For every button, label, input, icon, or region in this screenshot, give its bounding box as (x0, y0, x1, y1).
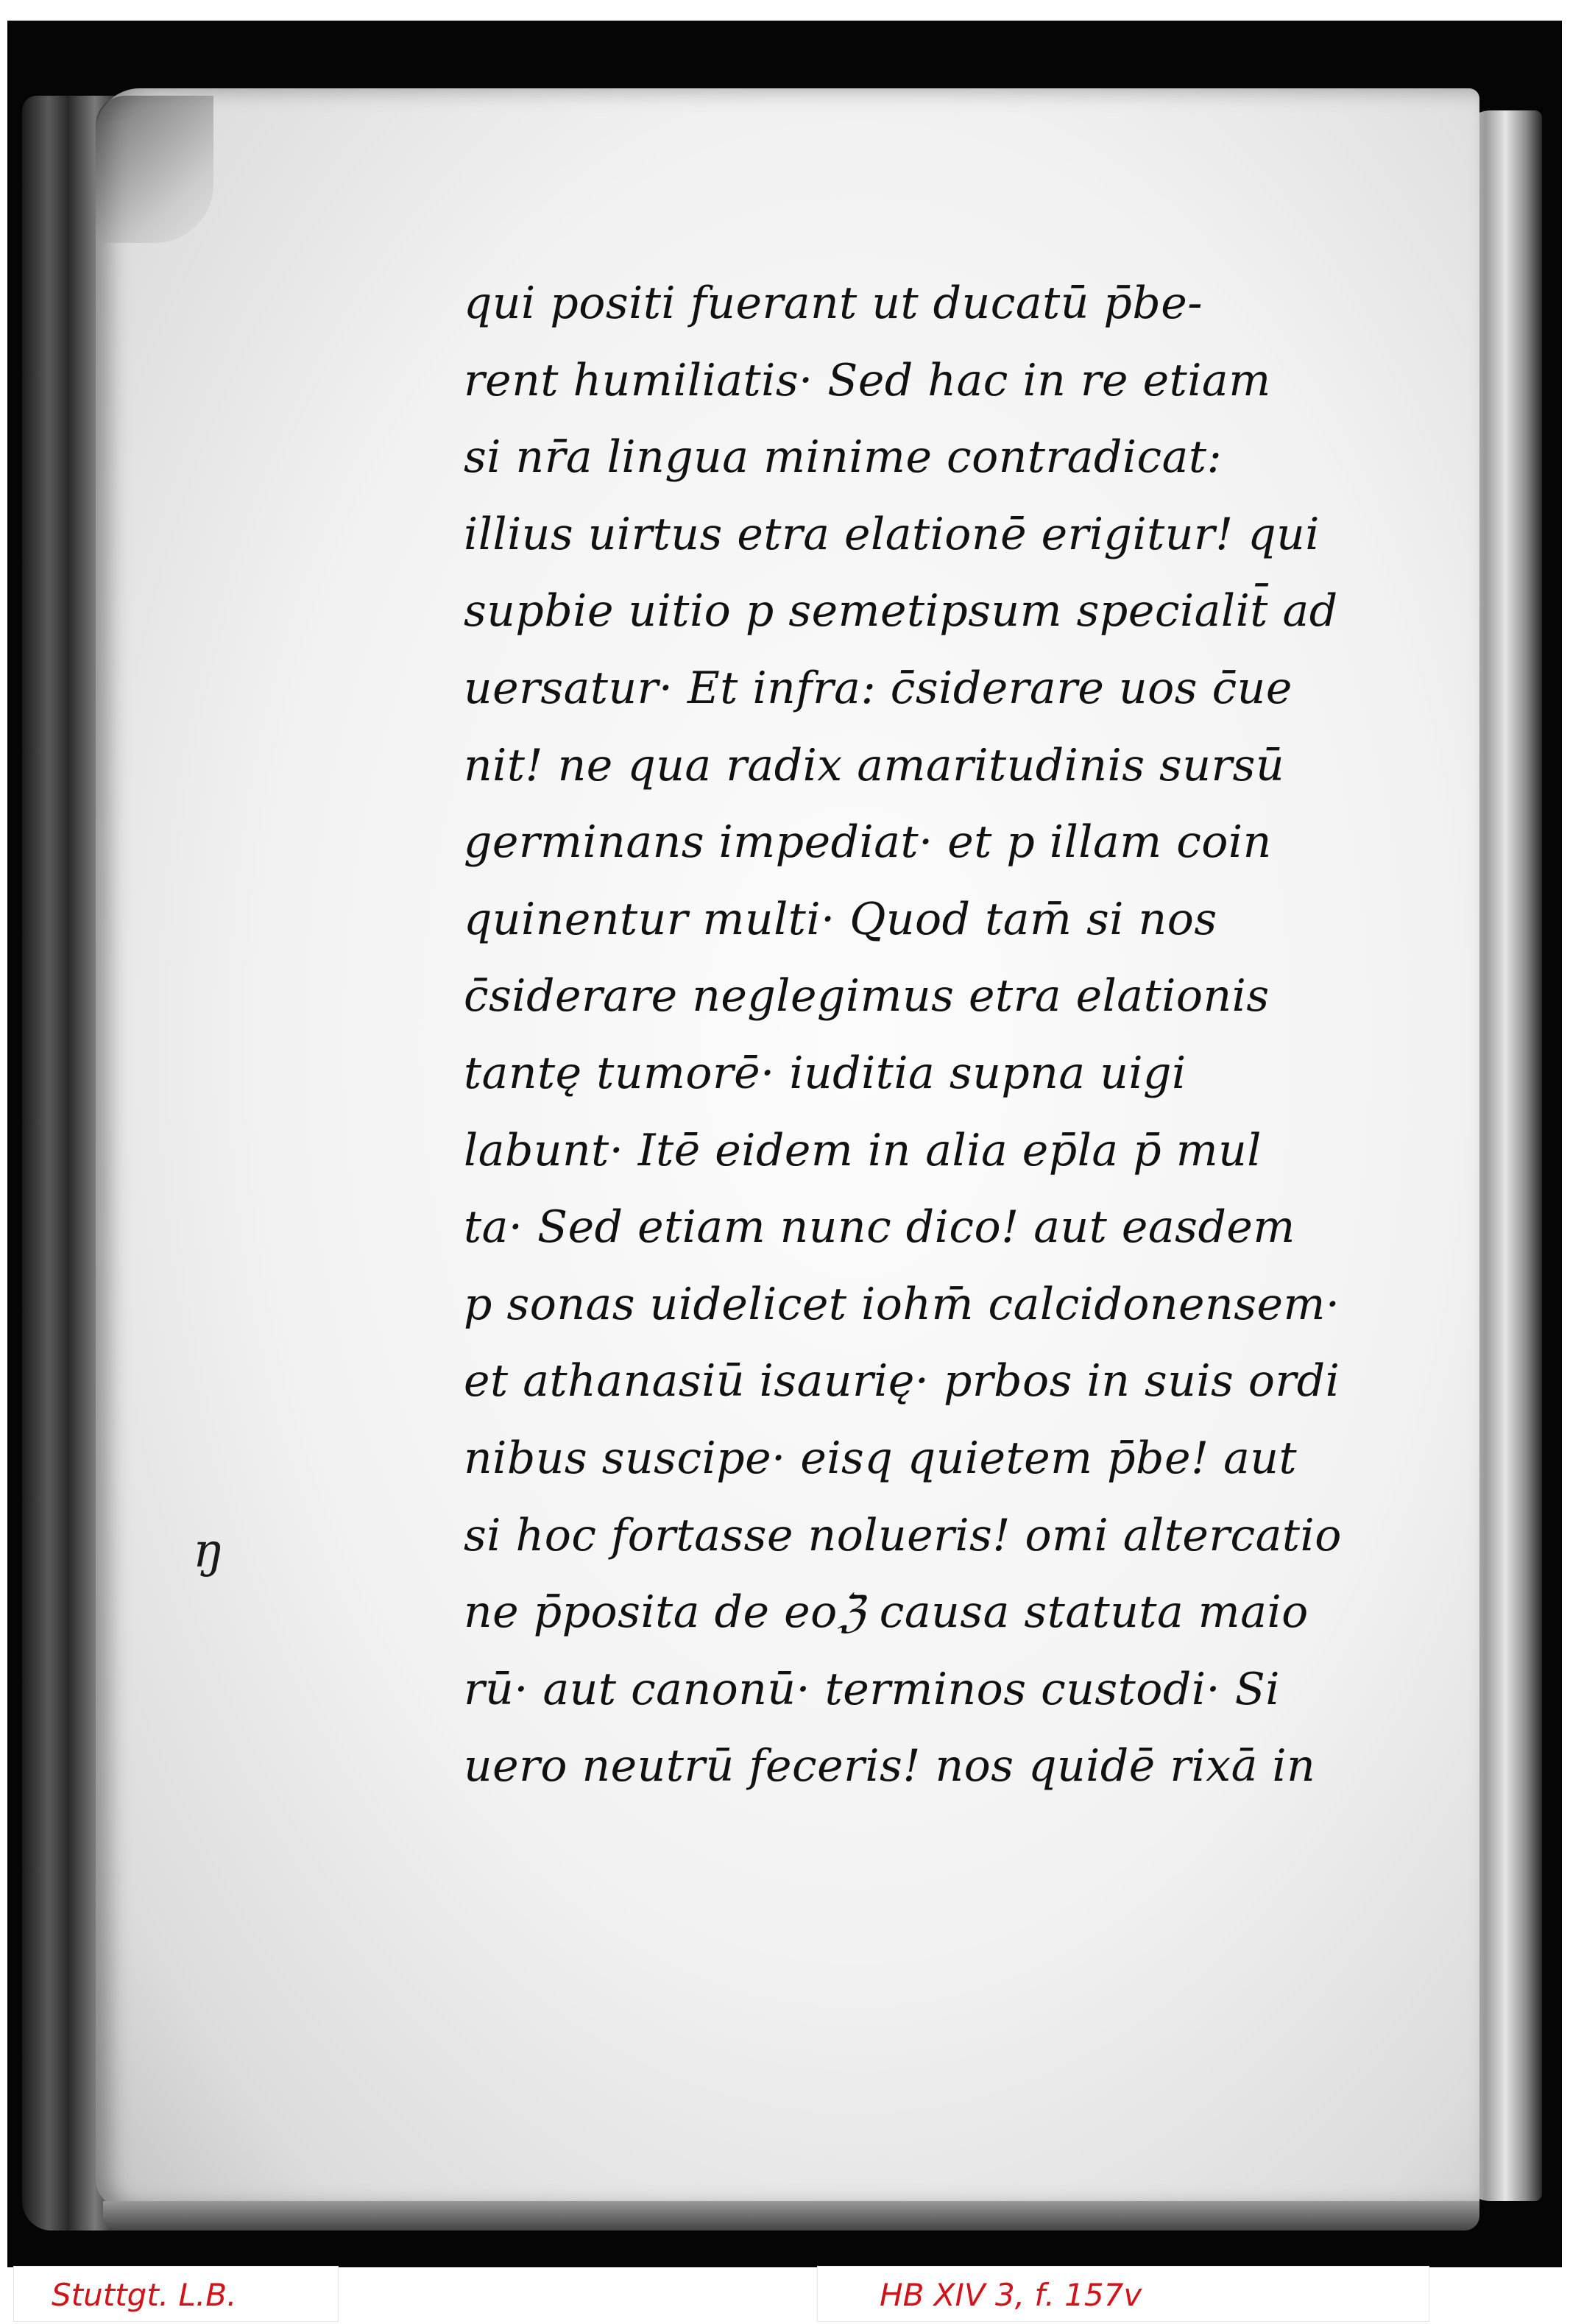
marginal-mark: ŋ (193, 1524, 224, 1578)
manuscript-line: supbie uitio p semetipsum specialit̄ ad (464, 585, 1338, 637)
manuscript-line: nit! ne qua radix amaritudinis sursū (464, 739, 1285, 791)
manuscript-line: et athanasiū isaurię· prbos in suis ordi (464, 1355, 1340, 1408)
manuscript-line: uersatur· Et infra: c̄siderare uos c̄ue (464, 662, 1293, 714)
manuscript-line: rū· aut canonū· terminos custodi· Si (464, 1663, 1280, 1715)
manuscript-line: qui positi fuerant ut ducatū p̄be- (464, 278, 1203, 329)
shelfmark-label: HB XIV 3, f. 157v (880, 2277, 1142, 2313)
manuscript-line: c̄siderare neglegimus etra elationis (464, 970, 1270, 1023)
leaf-corner-damage (96, 96, 213, 243)
manuscript-line: nibus suscipe· eisq quietem p̄be! aut (464, 1432, 1298, 1484)
book-bottom-edge (103, 2201, 1479, 2231)
manuscript-line: rent humiliatis· Sed hac in re etiam (464, 354, 1271, 406)
manuscript-line: illius uirtus etra elationē erigitur! qui (464, 508, 1320, 560)
manuscript-line: ta· Sed etiam nunc dico! aut easdem (464, 1201, 1295, 1254)
manuscript-text-block (464, 265, 1413, 1805)
manuscript-line: germinans impediat· et p illam coin (464, 816, 1272, 869)
manuscript-line: si nr̄a lingua minime contradicat: (464, 431, 1223, 484)
manuscript-line: p sonas uidelicet iohm̄ calcidonensem· (464, 1278, 1340, 1330)
library-label: Stuttgt. L.B. (52, 2277, 237, 2313)
manuscript-line: tantę tumorē· iuditia supna uigi (464, 1047, 1187, 1099)
manuscript-line: ne p̄posita de eoℨ causa statuta maio (464, 1586, 1309, 1639)
manuscript-line: quinentur multi· Quod tam̄ si nos (464, 893, 1217, 945)
manuscript-line: si hoc fortasse nolueris! omi altercatio (464, 1509, 1342, 1561)
manuscript-line: labunt· Itē eidem in alia ep̄la p̄ mul (464, 1124, 1262, 1176)
manuscript-line: uero neutrū feceris! nos quidē rixā in (464, 1740, 1316, 1793)
